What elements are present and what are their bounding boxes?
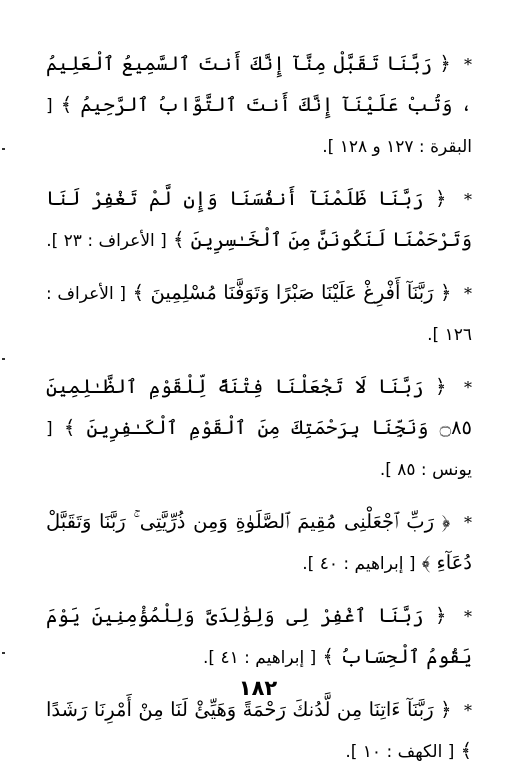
page-number: ١٨٢ xyxy=(238,676,278,700)
verse-reference: [ الأعراف : ١٢٦ ]. xyxy=(46,284,472,345)
supplications-list xyxy=(46,44,472,784)
margin-mark xyxy=(2,652,5,654)
bullet-marker: * xyxy=(464,513,473,532)
supplication-entry xyxy=(46,367,472,490)
supplication-entry xyxy=(46,690,472,772)
margin-mark xyxy=(2,148,5,150)
supplication-entry xyxy=(46,179,472,261)
quran-verse: ﴿ رَبِّ ٱجْعَلْنِى مُقِيمَ ٱلصَّلَوٰةِ وَمِن ذُرِّيَّتِى ۚ رَبَّنَا وَتَقَبَّلْ دُعَآءِ ﴾ xyxy=(46,510,472,574)
verse-reference: [ البقرة : ١٢٧ و ١٢٨ ]. xyxy=(46,96,472,157)
bullet-marker: * xyxy=(464,190,473,209)
supplication-entry xyxy=(46,596,472,678)
margin-mark xyxy=(2,358,5,360)
bullet-marker: * xyxy=(464,607,472,626)
verse-reference: [ الكهف : ١٠ ]. xyxy=(345,742,455,762)
quran-verse: ﴿ رَبَّنَا تَقَبَّلْ مِنَّآ إِنَّكَ أَنتَ ٱلسَّمِيعُ ٱلْعَلِيمُ ، وَتُبْ عَلَيْنَآ إِنَّكَ أَنتَ ٱلتَّوَّابُ ٱلرَّحِيمُ ﴾ xyxy=(46,52,473,116)
verse-reference: [ إبراهيم : ٤٠ ]. xyxy=(302,554,416,574)
bullet-marker: * xyxy=(464,284,472,303)
quran-verse: ﴿ رَبَّنَا ٱغْفِرْ لِى وَلِوَٰلِدَىَّ وَلِلْمُؤْمِنِينَ يَوْمَ يَقُومُ ٱلْحِسَابُ ﴾ xyxy=(46,604,472,668)
supplication-entry xyxy=(46,44,472,167)
quran-verse: ﴿ رَبَّنَآ ءَاتِنَا مِن لَّدُنكَ رَحْمَةً وَهَيِّئْ لَنَا مِنْ أَمْرِنَا رَشَدًا ﴾ xyxy=(46,698,472,762)
bullet-marker: * xyxy=(464,55,473,74)
supplication-entry xyxy=(46,273,472,355)
verse-reference: [ يونس : ٨٥ ]. xyxy=(46,419,472,480)
quran-verse: ﴿ رَبَّنَا ظَلَمْنَآ أَنفُسَنَا وَإِن لَّمْ تَغْفِرْ لَنَا وَتَرْحَمْنَا لَنَكُونَنَّ مِنَ ٱلْخَـٰسِرِينَ ﴾ xyxy=(46,187,472,251)
verse-reference: [ إبراهيم : ٤١ ]. xyxy=(203,648,317,668)
quran-verse: ﴿ رَبَّنَآ أَفْرِغْ عَلَيْنَا صَبْرًا وَتَوَفَّنَا مُسْلِمِينَ ﴾ xyxy=(132,281,452,304)
supplication-entry xyxy=(46,502,472,584)
bullet-marker: * xyxy=(464,378,472,397)
bullet-marker: * xyxy=(464,701,472,720)
quran-verse: ﴿ رَبَّنَا لَا تَجْعَلْنَا فِتْنَةً لِّلْقَوْمِ ٱلظَّـٰلِمِينَ ۝٨٥ وَنَجِّنَا بِرَحْمَتِكَ مِنَ ٱلْقَوْمِ ٱلْكَـٰفِرِينَ ﴾ xyxy=(46,375,473,439)
verse-reference: [ الأعراف : ٢٣ ]. xyxy=(46,231,167,251)
